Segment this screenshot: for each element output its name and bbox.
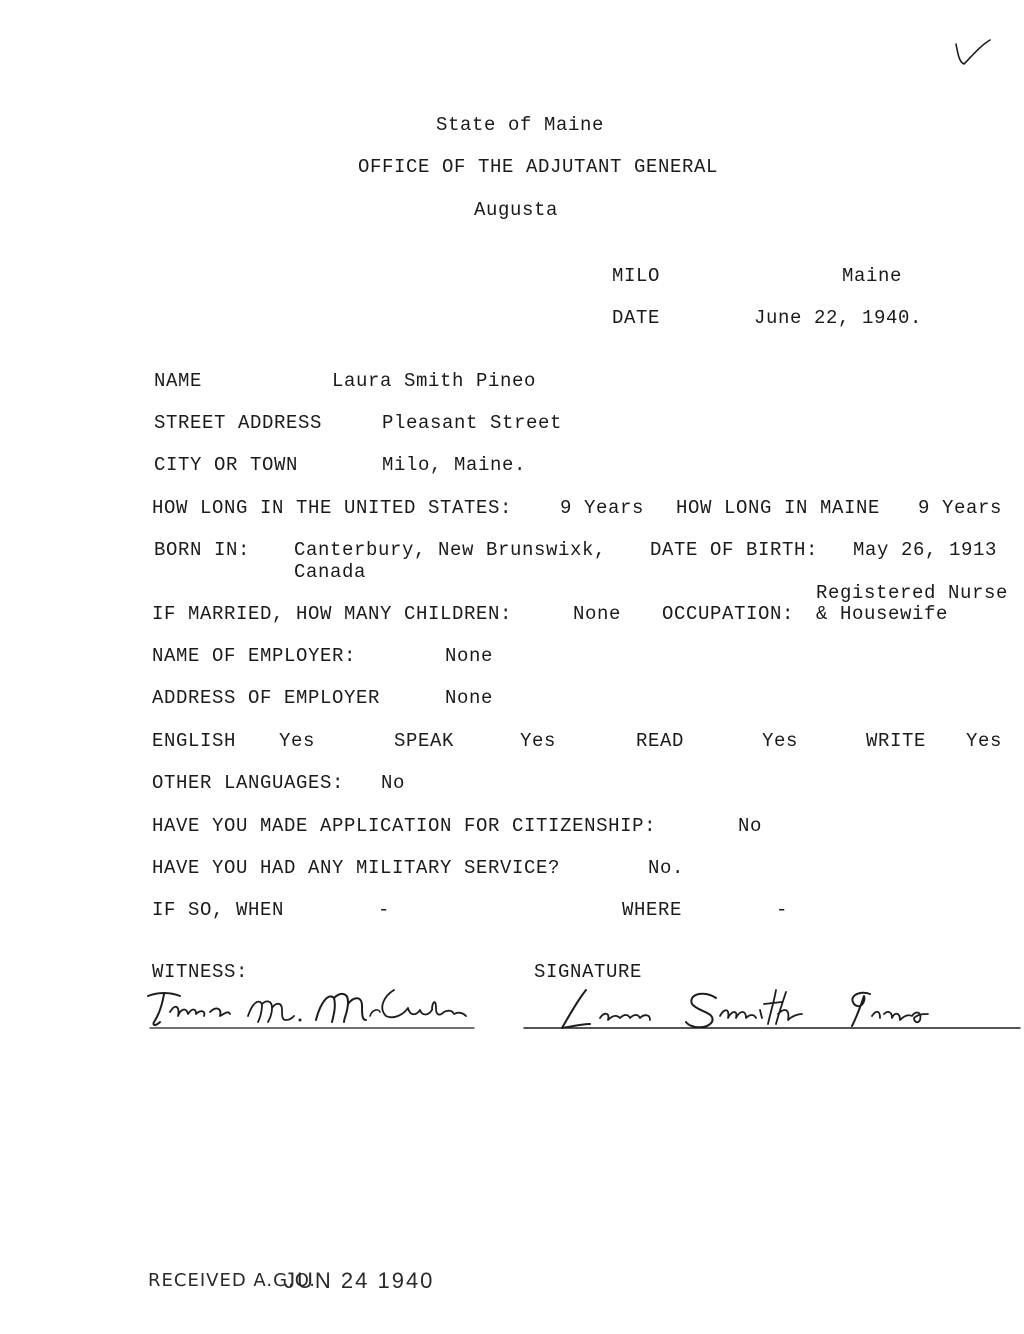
other-languages-label: OTHER LANGUAGES: — [152, 772, 345, 794]
military-value: No. — [648, 857, 685, 879]
date-value: June 22, 1940. — [754, 307, 923, 329]
applicant-signature — [520, 980, 1024, 1042]
street-value: Pleasant Street — [382, 412, 563, 434]
employer-name-label: NAME OF EMPLOYER: — [152, 645, 357, 667]
read-value: Yes — [762, 730, 799, 752]
born-country: Canada — [294, 561, 367, 583]
children-value: None — [573, 603, 622, 625]
employer-address-value: None — [445, 687, 494, 709]
born-value: Canterbury, New Brunswixk, — [294, 539, 607, 561]
speak-label: SPEAK — [394, 730, 455, 752]
write-value: Yes — [966, 730, 1003, 752]
location-city: MILO — [612, 265, 661, 287]
name-value: Laura Smith Pineo — [332, 370, 537, 392]
maine-duration-label: HOW LONG IN MAINE — [676, 497, 881, 519]
english-label: ENGLISH — [152, 730, 237, 752]
children-label: IF MARRIED, HOW MANY CHILDREN: — [152, 603, 513, 625]
military-when-label: IF SO, WHEN — [152, 899, 285, 921]
signature-label: SIGNATURE — [534, 961, 643, 983]
read-label: READ — [636, 730, 685, 752]
maine-duration-value: 9 Years — [918, 497, 1003, 519]
citizenship-label: HAVE YOU MADE APPLICATION FOR CITIZENSHIP: — [152, 815, 657, 837]
header-state: State of Maine — [436, 114, 605, 136]
military-where-label: WHERE — [622, 899, 683, 921]
write-label: WRITE — [866, 730, 927, 752]
us-duration-label: HOW LONG IN THE UNITED STATES: — [152, 497, 513, 519]
received-stamp-label: RECEIVED A.G.O. — [148, 1270, 316, 1291]
check-mark-icon — [950, 34, 994, 70]
city-label: CITY OR TOWN — [154, 454, 299, 476]
speak-value: Yes — [520, 730, 557, 752]
occupation-value-line2: & Housewife — [816, 603, 949, 625]
occupation-value-line1: Registered Nurse — [816, 582, 1009, 604]
military-label: HAVE YOU HAD ANY MILITARY SERVICE? — [152, 857, 561, 879]
header-office: OFFICE OF THE ADJUTANT GENERAL — [358, 156, 719, 178]
header-city: Augusta — [474, 199, 559, 221]
witness-label: WITNESS: — [152, 961, 249, 983]
employer-address-label: ADDRESS OF EMPLOYER — [152, 687, 381, 709]
english-value: Yes — [279, 730, 316, 752]
street-label: STREET ADDRESS — [154, 412, 323, 434]
us-duration-value: 9 Years — [560, 497, 645, 519]
witness-signature — [140, 982, 480, 1038]
dob-value: May 26, 1913 — [853, 539, 998, 561]
received-stamp-date: JUN 24 1940 — [284, 1268, 435, 1293]
city-value: Milo, Maine. — [382, 454, 527, 476]
employer-name-value: None — [445, 645, 494, 667]
dob-label: DATE OF BIRTH: — [650, 539, 819, 561]
other-languages-value: No — [381, 772, 406, 794]
date-label: DATE — [612, 307, 661, 329]
occupation-label: OCCUPATION: — [662, 603, 795, 625]
military-when-value: - — [378, 899, 391, 921]
military-where-value: - — [776, 899, 789, 921]
citizenship-value: No — [738, 815, 763, 837]
location-state: Maine — [842, 265, 903, 287]
born-label: BORN IN: — [154, 539, 251, 561]
name-label: NAME — [154, 370, 203, 392]
